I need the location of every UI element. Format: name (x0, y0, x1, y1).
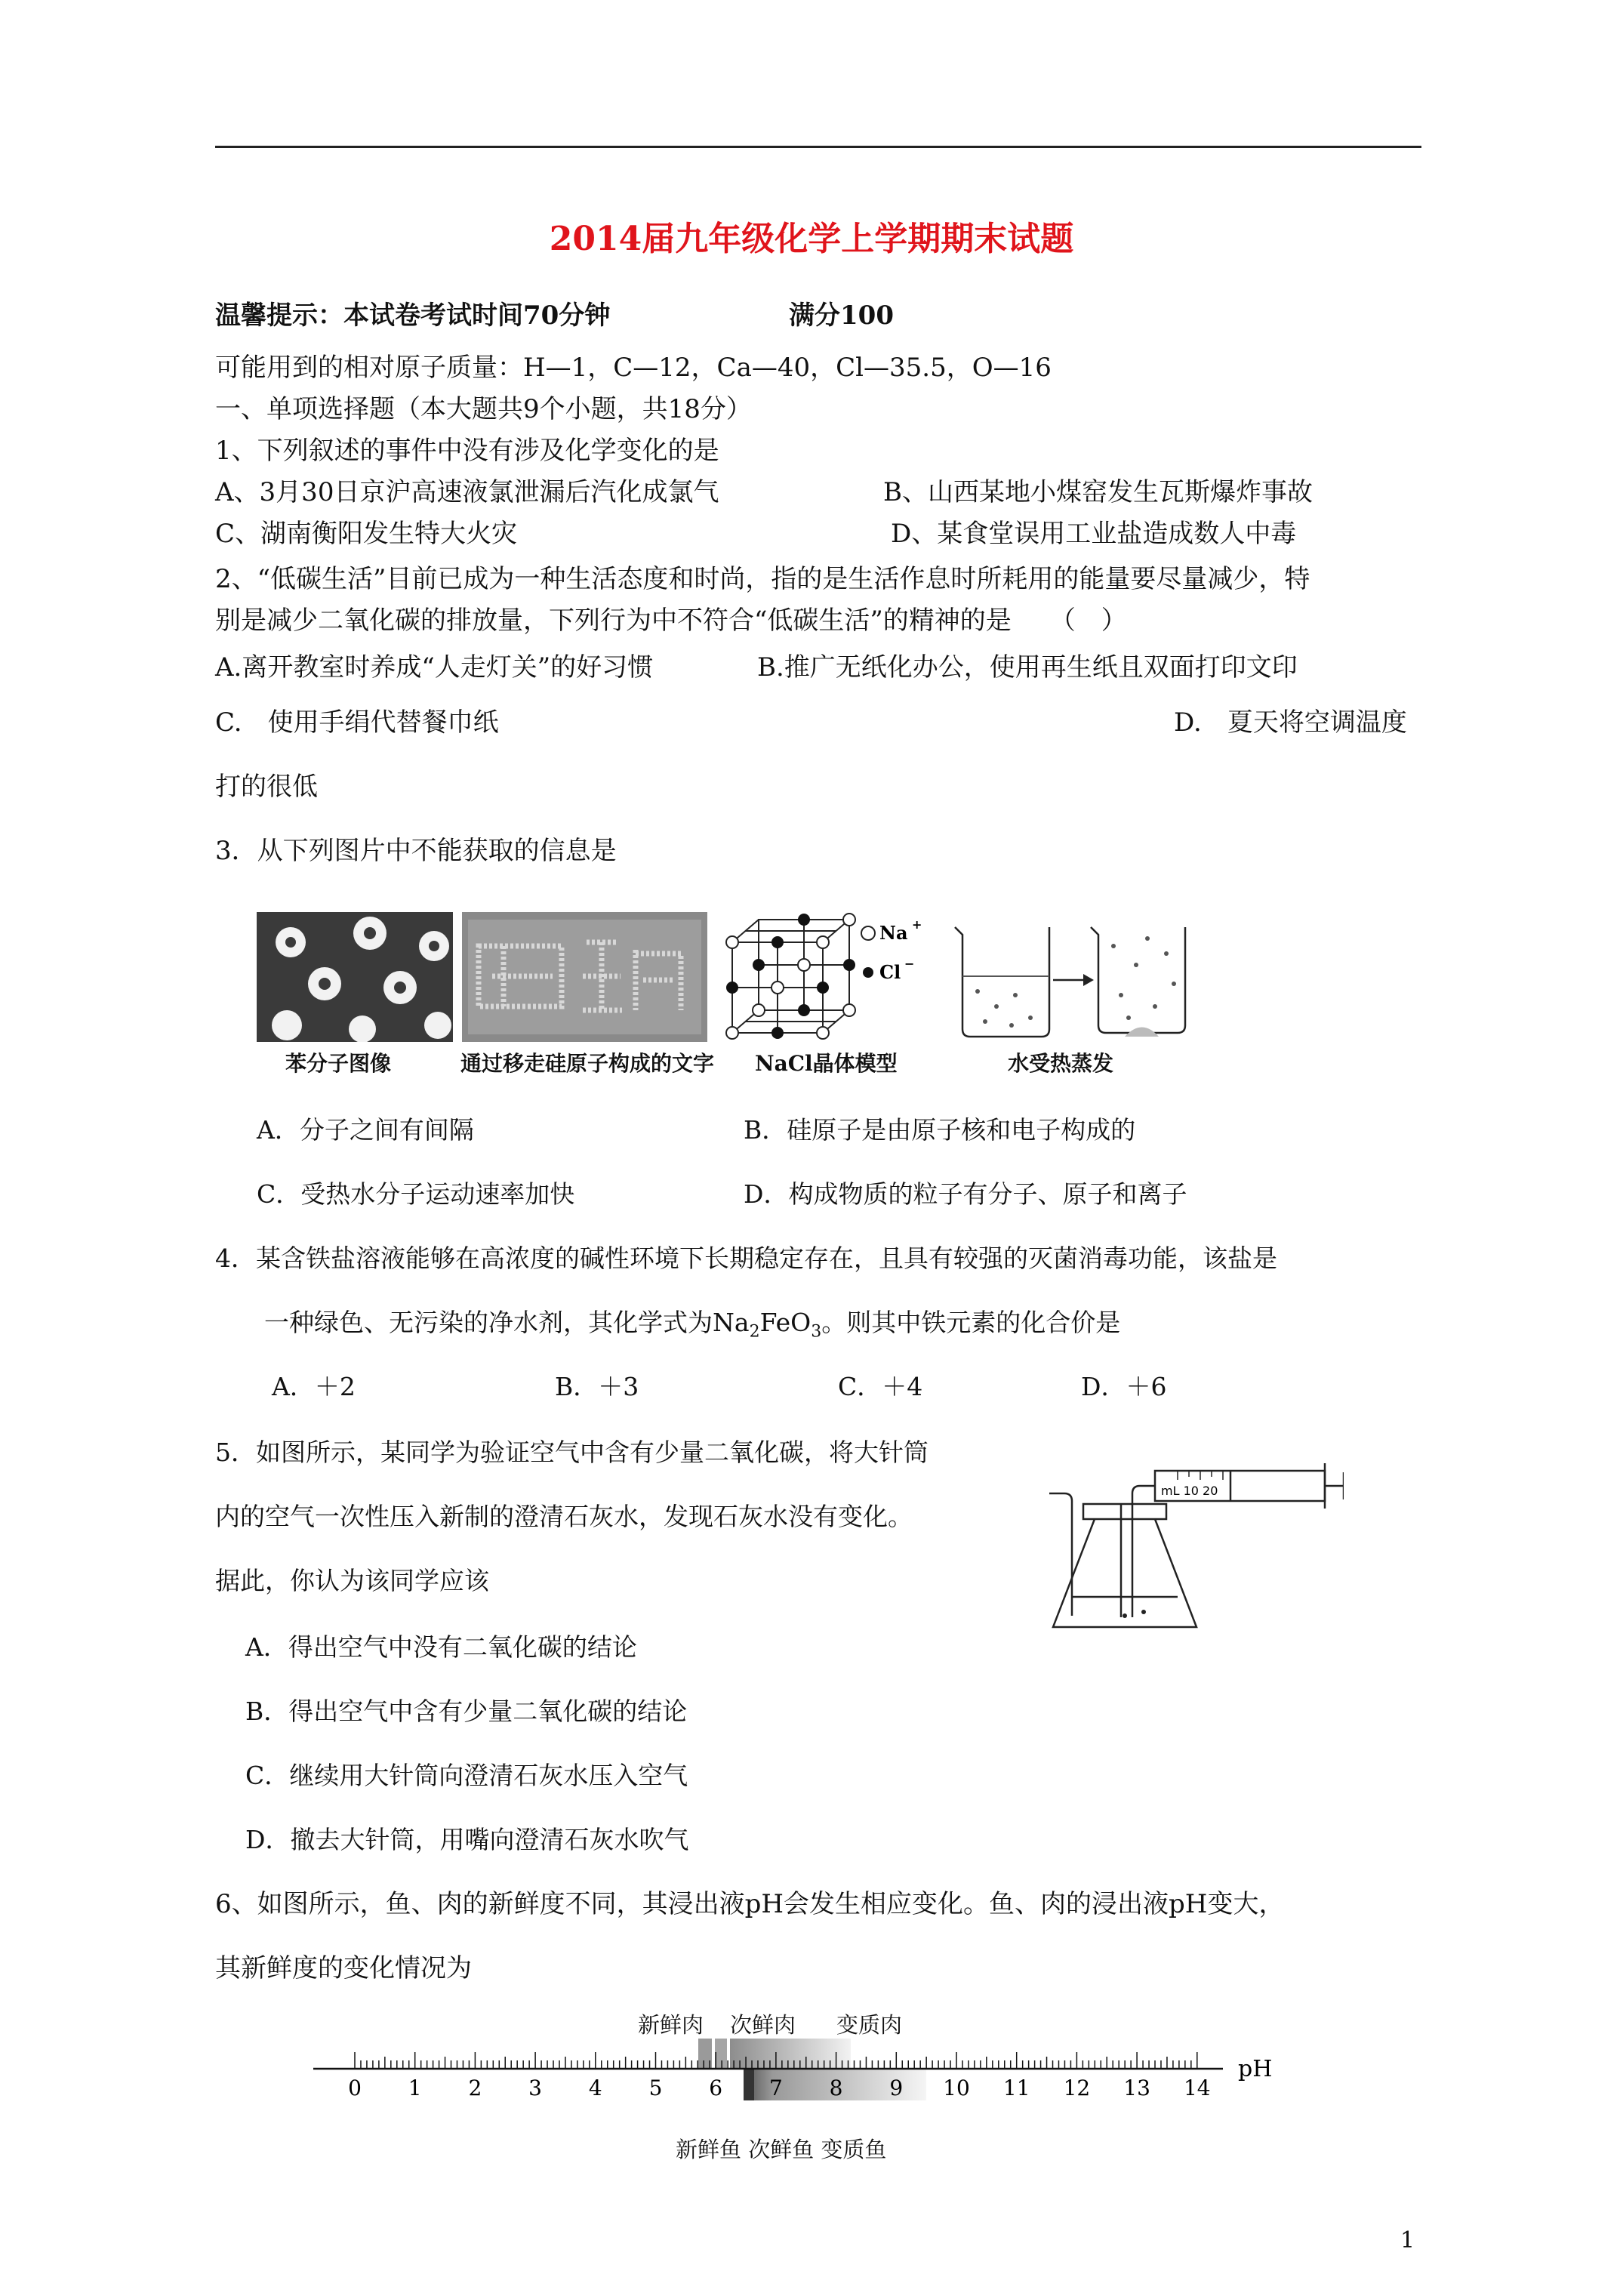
ph-tick-label: 3 (528, 2076, 543, 2100)
meat-label-spoiled: 变质肉 (836, 2012, 903, 2038)
atomic-mass-info: 可能用到的相对原子质量：H—1，C—12，Ca—40，Cl—35.5，O—16 (215, 353, 1052, 383)
exam-time-tip: 温馨提示：本试卷考试时间70分钟 (215, 300, 611, 331)
page-title: 2014届九年级化学上学期期末试题 (549, 220, 1074, 258)
q2-option-b: B.推广无纸化办公，使用再生纸且双面打印文印 (757, 652, 1298, 683)
meat-label-second: 次鲜肉 (730, 2012, 796, 2038)
q5-option-a: A．得出空气中没有二氧化碳的结论 (245, 1632, 637, 1662)
meat-label-fresh: 新鲜肉 (638, 2012, 704, 2038)
water-evaporation-image (940, 912, 1196, 1042)
q5-stem-line1: 5．如图所示，某同学为验证空气中含有少量二氧化碳，将大针筒 (215, 1438, 929, 1467)
caption-benzene: 苯分子图像 (285, 1051, 392, 1076)
ph-tick-label: 13 (1123, 2076, 1150, 2100)
q5-stem-line3: 据此，你认为该同学应该 (215, 1566, 489, 1595)
q6-stem-line2: 其新鲜度的变化情况为 (215, 1953, 472, 1983)
q1-option-c: C、湖南衡阳发生特大火灾 (215, 519, 518, 549)
q5-stem-line2: 内的空气一次性压入新制的澄清石灰水，发现石灰水没有变化。 (215, 1502, 913, 1531)
q4-option-d: D．＋6 (1081, 1372, 1167, 1401)
page-number: 1 (1400, 2227, 1415, 2254)
caption-silicon: 通过移走硅原子构成的文字 (460, 1051, 715, 1076)
ph-tick-labels (348, 2076, 1211, 2100)
ph-tick-label: 12 (1063, 2076, 1091, 2100)
q4-stem-line1: 4．某含铁盐溶液能够在高浓度的碱性环境下长期稳定存在，且具有较强的灭菌消毒功能，该盐是 (215, 1244, 1277, 1273)
ph-tick-label: 1 (408, 2076, 422, 2100)
q3-stem: 3．从下列图片中不能获取的信息是 (215, 836, 617, 866)
na-ion-label: Na (879, 922, 908, 944)
q3-option-b: B．硅原子是由原子核和电子构成的 (744, 1115, 1136, 1145)
silicon-atoms-text-image (462, 912, 707, 1042)
ph-tick-label: 4 (588, 2076, 602, 2100)
ph-tick-label: 5 (648, 2076, 663, 2100)
caption-nacl: NaCl晶体模型 (755, 1051, 898, 1076)
ph-tick-label: 14 (1183, 2076, 1211, 2100)
cl-ion-label: Cl (879, 961, 901, 983)
ph-tick-label: 9 (889, 2076, 904, 2100)
svg-text:−: − (904, 957, 915, 971)
q1-option-b: B、山西某地小煤窑发生瓦斯爆炸事故 (883, 477, 1313, 507)
q2-option-a: A.离开教室时养成“人走灯关”的好习惯 (215, 652, 654, 683)
full-score: 满分100 (789, 300, 894, 331)
q3-option-c: C．受热水分子运动速率加快 (257, 1179, 575, 1209)
q2-stem-line1: 2、“低碳生活”目前已成为一种生活态度和时尚，指的是生活作息时所耗用的能量要尽量减少，特 (215, 564, 1310, 594)
caption-water: 水受热蒸发 (1008, 1051, 1114, 1076)
q1-option-d: D、某食堂误用工业盐造成数人中毒 (891, 519, 1297, 549)
q3-option-a: A．分子之间有间隔 (257, 1115, 474, 1145)
q4-option-a: A．＋2 (272, 1372, 356, 1401)
q4-option-c: C．＋4 (838, 1372, 923, 1401)
ph-tick-label: 7 (768, 2076, 783, 2100)
q4-stem-line2: 一种绿色、无污染的净水剂，其化学式为$Na_2FeO_3$。则其中铁元素的化合价是 (264, 1308, 1121, 1342)
ph-axis-label: pH (1238, 2056, 1273, 2082)
ph-tick-label: 11 (1002, 2076, 1030, 2100)
ph-tick-label: 6 (709, 2076, 723, 2100)
syringe-scale-label: mL 10 20 (1161, 1484, 1218, 1498)
q6-stem-line1: 6、如图所示，鱼、肉的新鲜度不同，其浸出液pH会发生相应变化。鱼、肉的浸出液pH变大， (215, 1889, 1285, 1919)
header-rule (215, 146, 1421, 148)
svg-text:+: + (912, 917, 922, 932)
q2-option-d: D. 夏天将空调温度 (1174, 707, 1407, 738)
nacl-crystal-model (717, 912, 932, 1042)
q1-option-a: A、3月30日京沪高速液氯泄漏后汽化成氯气 (215, 477, 719, 507)
q5-option-d: D．撤去大针筒，用嘴向澄清石灰水吹气 (245, 1825, 689, 1854)
ph-tick-label: 8 (829, 2076, 843, 2100)
q2-option-c: C. 使用手绢代替餐巾纸 (215, 707, 499, 738)
q2-option-d-continued: 打的很低 (215, 772, 318, 802)
q2-stem-line2: 别是减少二氧化碳的排放量，下列行为中不符合“低碳生活”的精神的是 （ ） (215, 606, 1127, 636)
ph-tick-marks (355, 2052, 1197, 2069)
q3-option-d: D．构成物质的粒子有分子、原子和离子 (744, 1179, 1187, 1209)
q4-option-b: B．＋3 (555, 1372, 639, 1401)
q5-option-b: B．得出空气中含有少量二氧化碳的结论 (245, 1697, 688, 1726)
ph-tick-label: 0 (348, 2076, 362, 2100)
q1-stem: 1、下列叙述的事件中没有涉及化学变化的是 (215, 436, 719, 466)
section-heading: 一、单项选择题（本大题共9个小题，共18分） (215, 394, 752, 424)
syringe-flask-diagram (1049, 1457, 1344, 1638)
ph-tick-label: 2 (468, 2076, 482, 2100)
ph-tick-label: 10 (943, 2076, 970, 2100)
benzene-image (257, 912, 453, 1042)
q5-option-c: C．继续用大针筒向澄清石灰水压入空气 (245, 1761, 688, 1790)
fish-labels: 新鲜鱼 次鲜鱼 变质鱼 (676, 2137, 887, 2162)
